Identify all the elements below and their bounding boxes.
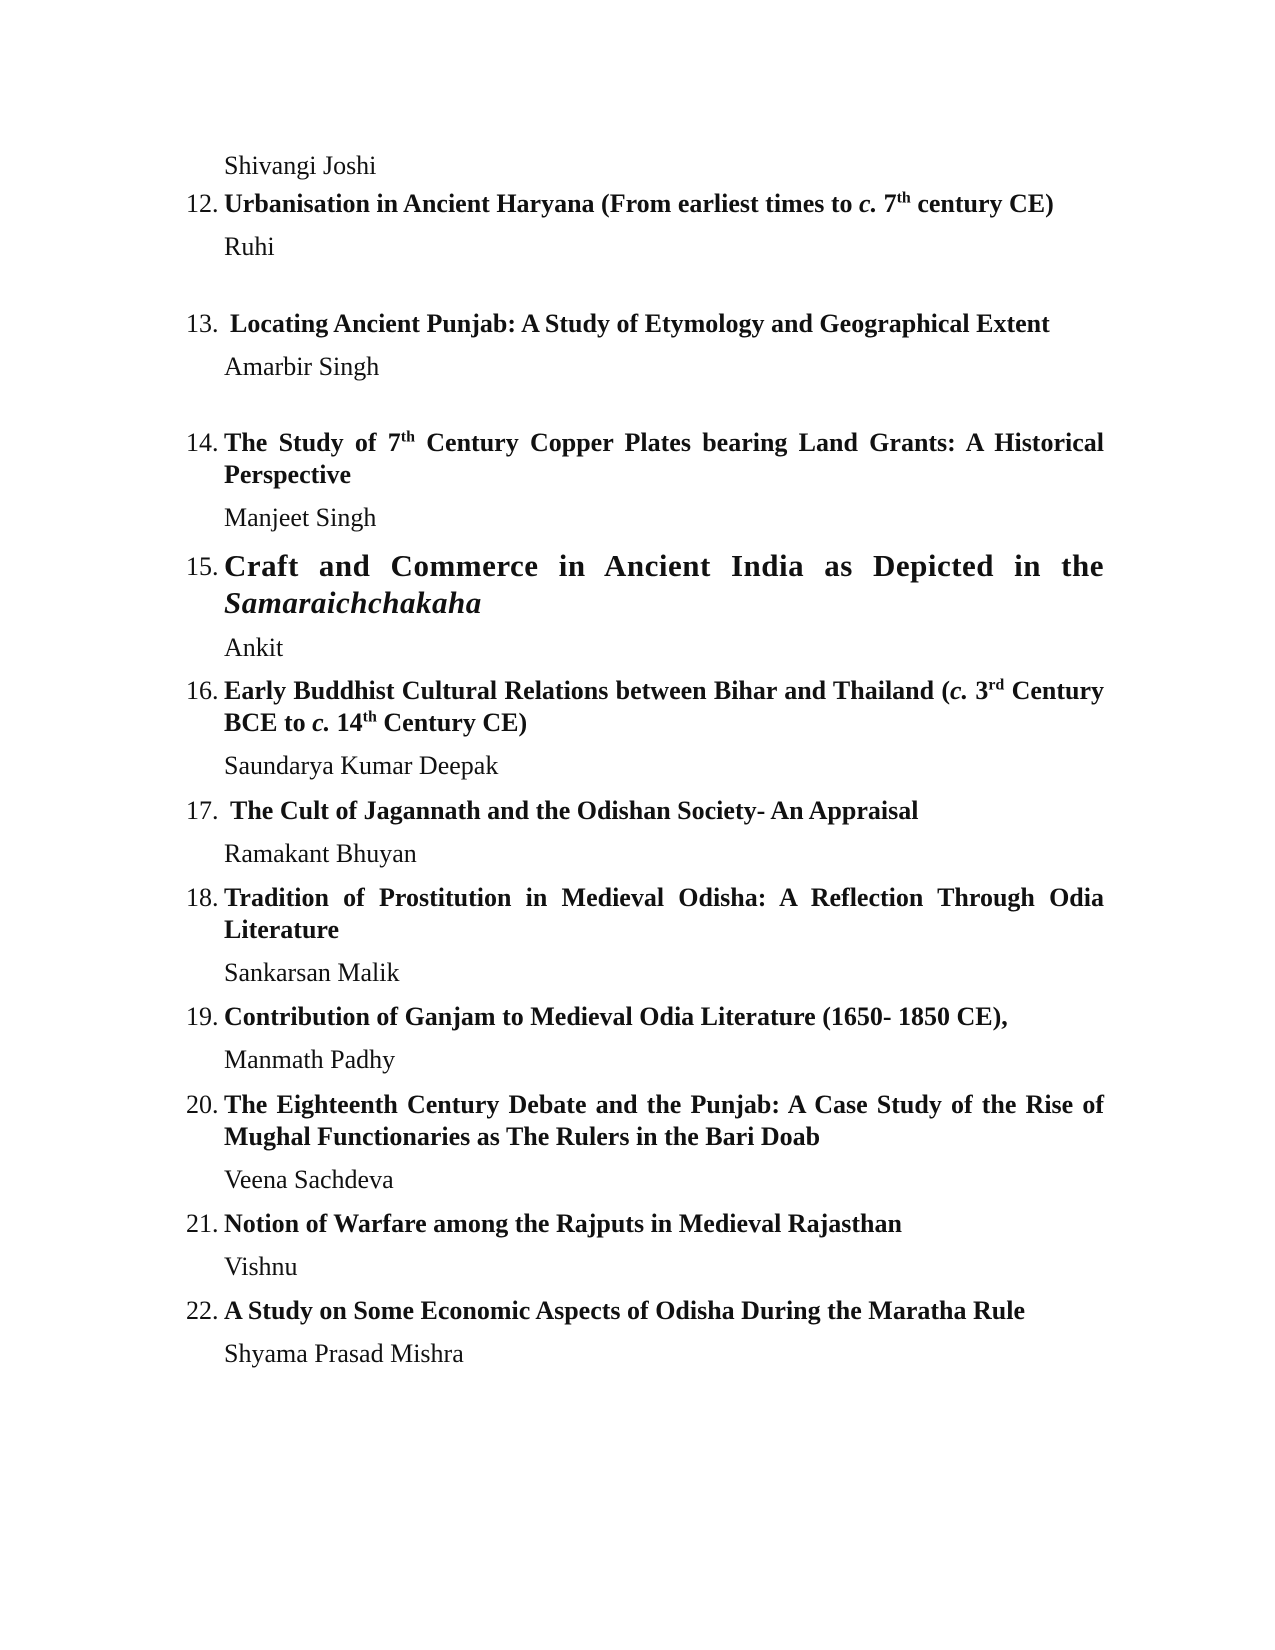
title-run: A Study on Some Economic Aspects of Odisha During the Maratha Rule	[224, 1296, 1025, 1325]
title-run: century CE)	[910, 189, 1054, 218]
toc-entry	[186, 1295, 1104, 1370]
toc-entry	[186, 882, 1104, 989]
title-run: 7	[877, 189, 897, 218]
entry-number: 17.	[186, 796, 219, 825]
entry-title	[224, 547, 1104, 621]
title-run: Century Copper Plates bearing Land Grants: A Historical Perspective	[224, 428, 1104, 489]
entry-title	[224, 1208, 1104, 1240]
toc-entry	[186, 188, 1104, 263]
author-name: Shivangi Joshi	[224, 151, 377, 180]
toc-entry	[186, 308, 1104, 383]
title-run: 14	[330, 708, 363, 737]
title-italic-run: c.	[950, 676, 969, 705]
entry-number: 18.	[186, 883, 219, 912]
toc-entry	[186, 675, 1104, 782]
title-superscript: th	[362, 708, 377, 726]
entry-author: Manjeet Singh	[224, 503, 377, 532]
title-italic-run: Samaraichchakaha	[224, 585, 482, 620]
toc-entry	[186, 795, 1104, 870]
entry-number: 14.	[186, 428, 219, 457]
entry-title	[224, 675, 1104, 739]
entry-title	[224, 795, 1104, 827]
entry-title	[224, 1089, 1104, 1153]
title-run: Notion of Warfare among the Rajputs in Medieval Rajasthan	[224, 1209, 902, 1238]
entry-number: 15.	[186, 552, 219, 581]
toc-entry	[186, 1208, 1104, 1283]
entry-title	[224, 1295, 1104, 1327]
entry-number: 12.	[186, 189, 219, 218]
toc-entry	[186, 427, 1104, 534]
title-run: Early Buddhist Cultural Relations between Bihar and Thailand (	[224, 676, 951, 705]
title-run: The Cult of Jagannath and the Odishan Society- An Appraisal	[230, 796, 919, 825]
entry-number: 16.	[186, 676, 219, 705]
entry-title	[224, 427, 1104, 491]
entry-author: Veena Sachdeva	[224, 1165, 394, 1194]
title-run: Craft and Commerce in Ancient India as Depicted in the	[224, 548, 1104, 583]
title-run: Locating Ancient Punjab: A Study of Etymology and Geographical Extent	[230, 309, 1050, 338]
entry-number: 20.	[186, 1090, 219, 1119]
entry-author: Manmath Padhy	[224, 1045, 396, 1074]
entry-number: 22.	[186, 1296, 219, 1325]
title-run: Century BCE to	[224, 676, 1105, 737]
entry-author: Ramakant Bhuyan	[224, 839, 417, 868]
title-superscript: th	[400, 428, 416, 446]
entry-author: Vishnu	[224, 1252, 298, 1281]
title-run: The Study of 7	[224, 428, 401, 457]
title-run: Contribution of Ganjam to Medieval Odia Literature (1650- 1850 CE),	[224, 1002, 1008, 1031]
entry-author: Ruhi	[224, 232, 275, 261]
entry-author: Shyama Prasad Mishra	[224, 1339, 464, 1368]
toc-entry	[186, 1001, 1104, 1076]
entry-author: Saundarya Kumar Deepak	[224, 751, 499, 780]
title-run: Urbanisation in Ancient Haryana (From earliest times to	[224, 189, 860, 218]
entry-title	[224, 1001, 1104, 1033]
entry-title	[224, 882, 1104, 946]
title-run: 3	[968, 676, 989, 705]
title-superscript: rd	[988, 676, 1005, 694]
title-italic-run: c.	[859, 189, 878, 218]
title-run: Tradition of Prostitution in Medieval Odisha: A Reflection Through Odia Literature	[224, 883, 1104, 944]
entry-author: Amarbir Singh	[224, 352, 380, 381]
title-run: Century CE)	[376, 708, 528, 737]
title-run: The Eighteenth Century Debate and the Punjab: A Case Study of the Rise of Mughal Functionaries as The Rulers in the Bari Doab	[224, 1090, 1104, 1151]
entry-number: 21.	[186, 1209, 219, 1238]
entry-title	[224, 188, 1104, 220]
toc-entry	[186, 547, 1104, 664]
entry-author: Sankarsan Malik	[224, 958, 400, 987]
entry-number: 13.	[186, 309, 219, 338]
title-italic-run: c.	[312, 708, 331, 737]
entry-author: Ankit	[224, 633, 284, 662]
entry-number: 19.	[186, 1002, 219, 1031]
entry-title	[224, 308, 1104, 340]
toc-entry	[186, 1089, 1104, 1196]
title-superscript: th	[896, 189, 911, 207]
